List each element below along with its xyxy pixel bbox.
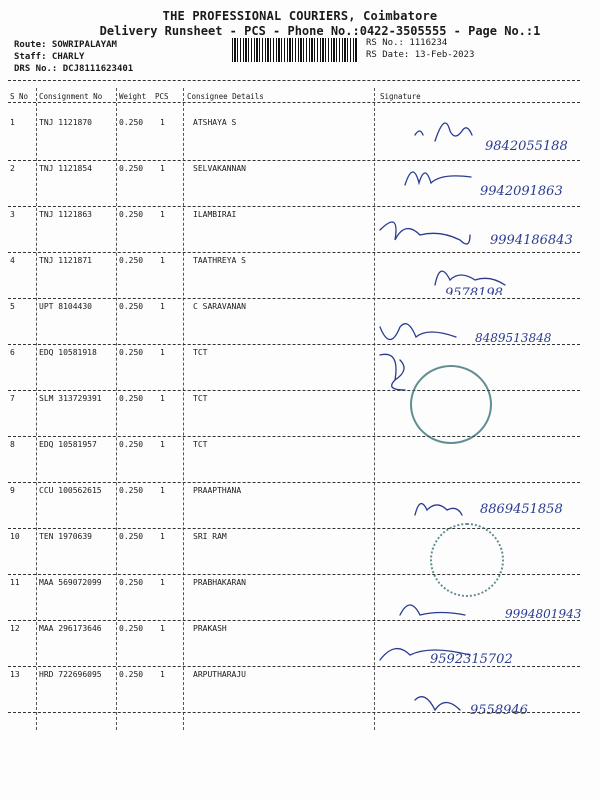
row-weight: 0.250: [119, 532, 144, 541]
row-sno: 12: [10, 624, 20, 633]
row-sno: 7: [10, 394, 15, 403]
svg-text:9578198: 9578198: [445, 286, 503, 295]
row-pcs: 1: [160, 578, 165, 587]
header-rule-bottom: [8, 102, 580, 103]
col-header-consignment: Consignment No: [39, 92, 103, 101]
row-pcs: 1: [160, 670, 165, 679]
row-weight: 0.250: [119, 670, 144, 679]
svg-text:8489513848: 8489513848: [475, 331, 552, 345]
row-consignment-no: EDQ 10581957: [39, 440, 97, 449]
svg-text:9842055188: 9842055188: [485, 139, 568, 154]
row-divider: [8, 206, 580, 207]
row-sno: 9: [10, 486, 15, 495]
row-divider: [8, 482, 580, 483]
company-title: THE PROFESSIONAL COURIERS, Coimbatore: [162, 9, 438, 23]
drs-number: DRS No.: DCJ8111623401: [14, 64, 134, 74]
row-weight: 0.250: [119, 394, 144, 403]
row-consignment-no: TEN 1970639: [39, 532, 92, 541]
row-pcs: 1: [160, 532, 165, 541]
signature-2: [375, 160, 595, 200]
row-consignee: PRAKASH: [193, 624, 227, 633]
row-pcs: 1: [160, 210, 165, 219]
row-consignment-no: HRD 722696095: [39, 670, 102, 679]
row-sno: 1: [10, 118, 15, 127]
row-consignee: SELVAKANNAN: [193, 164, 246, 173]
runsheet-subtitle: Delivery Runsheet - PCS - Phone No.:0422-3505555 - Page No.:1: [99, 24, 541, 38]
row-divider: [8, 528, 580, 529]
signature-12: [375, 625, 595, 670]
row-consignee: ARPUTHARAJU: [193, 670, 246, 679]
row-sno: 6: [10, 348, 15, 357]
row-weight: 0.250: [119, 440, 144, 449]
row-consignee: TAATHREYA S: [193, 256, 246, 265]
row-consignee: TCT: [193, 394, 208, 403]
company-stamp: [410, 365, 492, 444]
row-pcs: 1: [160, 118, 165, 127]
row-consignee: ATSHAYA S: [193, 118, 237, 127]
row-pcs: 1: [160, 440, 165, 449]
row-pcs: 1: [160, 256, 165, 265]
row-pcs: 1: [160, 164, 165, 173]
column-divider: [116, 88, 117, 730]
row-consignment-no: SLM 313729391: [39, 394, 102, 403]
row-weight: 0.250: [119, 302, 144, 311]
signature-13: [375, 680, 595, 720]
row-divider: [8, 436, 580, 437]
svg-text:9994801943: 9994801943: [505, 607, 582, 621]
row-sno: 10: [10, 532, 20, 541]
row-consignment-no: EDQ 10581918: [39, 348, 97, 357]
row-pcs: 1: [160, 394, 165, 403]
svg-text:9558946: 9558946: [470, 703, 528, 718]
row-sno: 2: [10, 164, 15, 173]
row-consignee: PRAAPTHANA: [193, 486, 242, 495]
row-sno: 13: [10, 670, 20, 679]
row-pcs: 1: [160, 486, 165, 495]
signature-9: [375, 485, 595, 525]
row-sno: 3: [10, 210, 15, 219]
col-header-weight: Weight: [119, 92, 147, 101]
svg-text:9592315702: 9592315702: [430, 652, 513, 667]
row-pcs: 1: [160, 348, 165, 357]
row-weight: 0.250: [119, 164, 144, 173]
staff-label: Staff: CHARLY: [14, 52, 85, 62]
col-header-pcs: PCS: [155, 92, 169, 101]
column-divider: [36, 88, 37, 730]
col-header-signature: Signature: [380, 92, 421, 101]
row-weight: 0.250: [119, 256, 144, 265]
row-consignment-no: UPT 8104430: [39, 302, 92, 311]
row-consignee: C SARAVANAN: [193, 302, 246, 311]
row-consignment-no: MAA 296173646: [39, 624, 102, 633]
row-consignment-no: TNJ 1121871: [39, 256, 92, 265]
row-consignment-no: MAA 569072099: [39, 578, 102, 587]
col-header-consignee: Consignee Details: [187, 92, 264, 101]
row-consignee: ILAMBIRAI: [193, 210, 237, 219]
row-consignment-no: TNJ 1121854: [39, 164, 92, 173]
row-consignee: TCT: [193, 348, 208, 357]
signature-1: [375, 115, 595, 155]
row-consignee: PRABHAKARAN: [193, 578, 246, 587]
row-divider: [8, 252, 580, 253]
row-sno: 11: [10, 578, 20, 587]
svg-text:8869451858: 8869451858: [480, 502, 563, 517]
route-label: Route: SOWRIPALAYAM: [14, 40, 117, 50]
svg-text:9942091863: 9942091863: [480, 184, 563, 199]
signature-11: [375, 590, 595, 630]
row-weight: 0.250: [119, 486, 144, 495]
row-consignment-no: TNJ 1121870: [39, 118, 92, 127]
row-sno: 4: [10, 256, 15, 265]
rs-date: RS Date: 13-Feb-2023: [366, 50, 475, 60]
column-divider: [183, 88, 184, 730]
row-weight: 0.250: [119, 210, 144, 219]
signature-4: [375, 255, 595, 295]
row-weight: 0.250: [119, 578, 144, 587]
row-sno: 8: [10, 440, 15, 449]
row-weight: 0.250: [119, 118, 144, 127]
row-consignment-no: CCU 100562615: [39, 486, 102, 495]
signature-3: [375, 210, 595, 250]
svg-text:9994186843: 9994186843: [490, 233, 573, 248]
row-divider: [8, 298, 580, 299]
header-rule-top: [8, 80, 580, 81]
row-pcs: 1: [160, 302, 165, 311]
company-stamp: [430, 523, 504, 597]
row-weight: 0.250: [119, 348, 144, 357]
row-sno: 5: [10, 302, 15, 311]
rs-number: RS No.: 1116234: [366, 38, 448, 48]
row-weight: 0.250: [119, 624, 144, 633]
row-pcs: 1: [160, 624, 165, 633]
barcode: [232, 38, 358, 62]
col-header-sno: S No: [10, 92, 29, 101]
row-consignee: TCT: [193, 440, 208, 449]
row-consignment-no: TNJ 1121863: [39, 210, 92, 219]
row-consignee: SRI RAM: [193, 532, 227, 541]
